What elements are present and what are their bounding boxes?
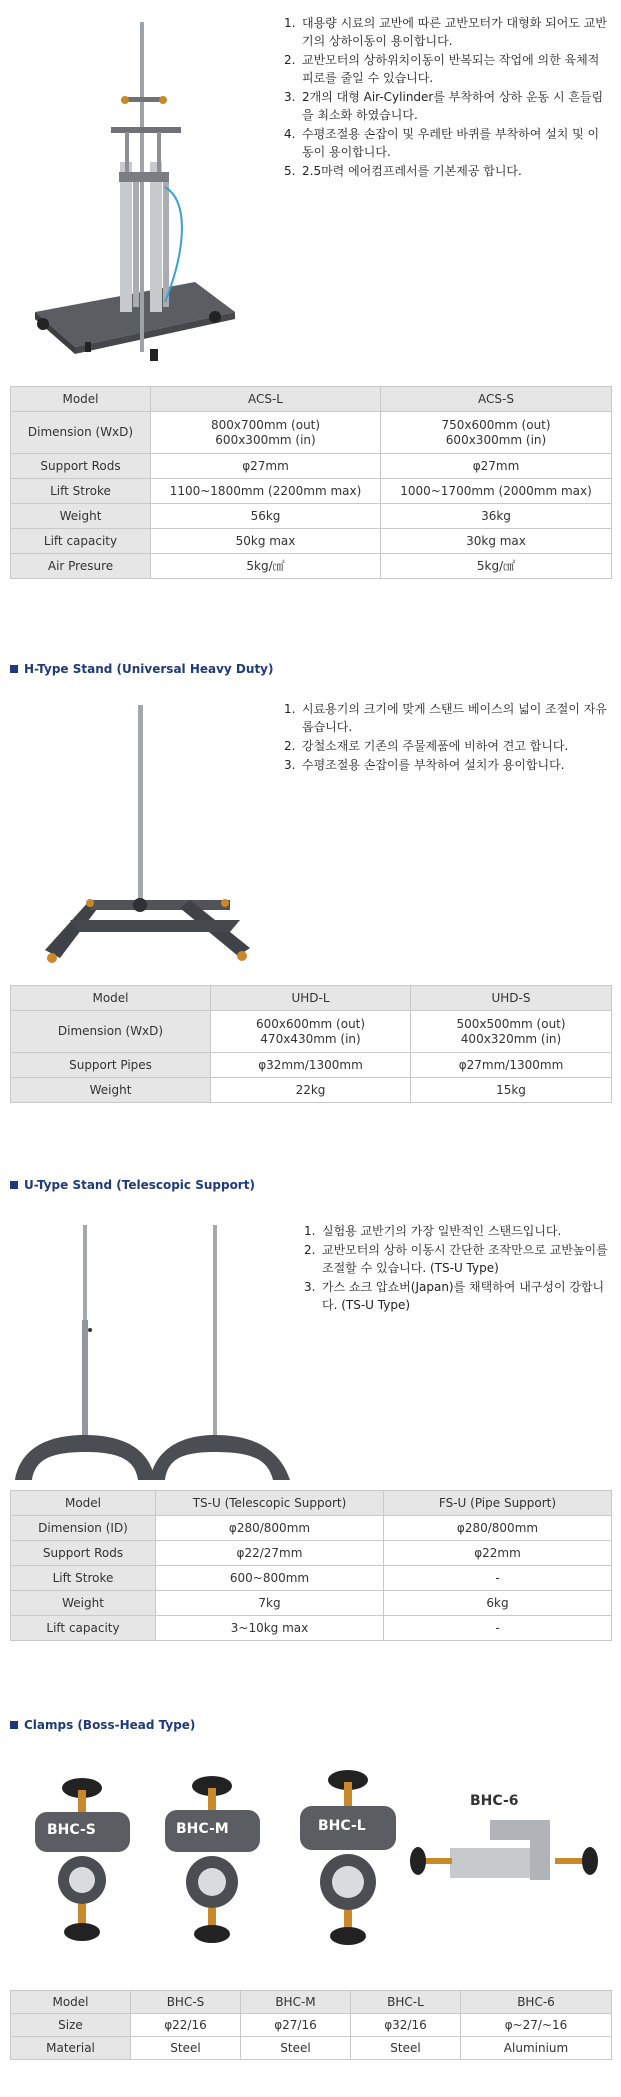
acs-feature-item: 3. 2개의 대형 Air-Cylinder를 부착하여 상하 운동 시 흔들림을 최소화 하였습니다. xyxy=(284,90,604,122)
table-header: ACS-S xyxy=(381,387,612,412)
acs-feature-item: 5. 2.5마력 에어컴프레서를 기본제공 합니다. xyxy=(284,164,522,178)
u-type-feature-item: 3. 가스 쇼크 압쇼버(Japan)를 채택하여 내구성이 강합니다. (TS-U Type) xyxy=(304,1280,605,1312)
u-type-heading: U-Type Stand (Telescopic Support) xyxy=(10,1176,255,1194)
table-header: UHD-L xyxy=(211,986,411,1011)
table-header: ACS-L xyxy=(151,387,381,412)
clamps-spec-table xyxy=(10,1990,612,2060)
acs-feature-item: 4. 수평조절용 손잡이 및 우레탄 바퀴를 부착하여 설치 및 이동이 용이합니다. xyxy=(284,127,600,159)
table-header: Model xyxy=(11,1991,131,2014)
acs-spec-table xyxy=(10,386,612,579)
table-row: Support Rods φ27mm φ27mm xyxy=(11,454,612,479)
clamp-label-bhc-m: BHC-M xyxy=(176,1821,229,1837)
h-type-stand-image xyxy=(30,700,260,970)
table-header: BHC-M xyxy=(241,1991,351,2014)
table-row: Air Presure 5kg/㎠ 5kg/㎠ xyxy=(11,554,612,579)
clamps-image xyxy=(10,1760,611,1960)
h-type-feature-item: 1. 시료용기의 크기에 맞게 스탠드 베이스의 넓이 조절이 자유롭습니다. xyxy=(284,702,607,734)
table-header: BHC-L xyxy=(351,1991,461,2014)
u-type-spec-table xyxy=(10,1490,612,1641)
square-bullet-icon xyxy=(10,1721,18,1729)
acs-feature-item: 1. 대용량 시료의 교반에 따른 교반모터가 대형화 되어도 교반기의 상하이동이 용이합니다. xyxy=(284,16,607,48)
table-header: UHD-S xyxy=(411,986,612,1011)
table-row: Weight 22kg 15kg xyxy=(11,1078,612,1103)
h-type-feature-list xyxy=(280,700,610,775)
table-row: Support Pipes φ32mm/1300mm φ27mm/1300mm xyxy=(11,1053,612,1078)
table-row: Dimension (WxD) 600x600mm (out) 470x430mm (in) 500x500mm (out) 400x320mm (in) xyxy=(11,1011,612,1053)
u-type-feature-item: 1. 실험용 교반기의 가장 일반적인 스탠드입니다. xyxy=(304,1224,562,1238)
table-row: Lift capacity 50kg max 30kg max xyxy=(11,529,612,554)
table-row: Weight 56kg 36kg xyxy=(11,504,612,529)
u-type-stand-image xyxy=(10,1220,300,1485)
acs-feature-list xyxy=(280,14,610,181)
table-header: TS-U (Telescopic Support) xyxy=(156,1491,384,1516)
table-row: Support Rods φ22/27mm φ22mm xyxy=(11,1541,612,1566)
table-header: Model xyxy=(11,986,211,1011)
table-row: Lift Stroke 600~800mm - xyxy=(11,1566,612,1591)
table-header: Model xyxy=(11,387,151,412)
clamp-label-bhc-s: BHC-S xyxy=(47,1822,96,1838)
square-bullet-icon xyxy=(10,665,18,673)
table-header: BHC-S xyxy=(131,1991,241,2014)
acs-stand-image xyxy=(15,12,255,372)
h-type-heading: H-Type Stand (Universal Heavy Duty) xyxy=(10,660,273,678)
table-header: Model xyxy=(11,1491,156,1516)
clamp-label-bhc-l: BHC-L xyxy=(318,1818,366,1834)
h-type-spec-table xyxy=(10,985,612,1103)
u-type-feature-list xyxy=(300,1222,610,1315)
u-type-feature-item: 2. 교반모터의 상하 이동시 간단한 조작만으로 교반높이를 조절할 수 있습니다. (TS-U Type) xyxy=(304,1243,608,1275)
clamp-label-bhc-6: BHC-6 xyxy=(470,1793,519,1809)
table-row: Weight 7kg 6kg xyxy=(11,1591,612,1616)
h-type-feature-item: 3. 수평조절용 손잡이를 부착하여 설치가 용이합니다. xyxy=(284,758,565,772)
h-type-feature-item: 2. 강철소재로 기존의 주물제품에 비하여 견고 합니다. xyxy=(284,739,569,753)
table-row: Dimension (ID) φ280/800mm φ280/800mm xyxy=(11,1516,612,1541)
table-row: Size φ22/16 φ27/16 φ32/16 φ~27/~16 xyxy=(11,2014,612,2037)
table-row: Lift capacity 3~10kg max - xyxy=(11,1616,612,1641)
table-row: Material Steel Steel Steel Aluminium xyxy=(11,2037,612,2060)
clamps-heading: Clamps (Boss-Head Type) xyxy=(10,1716,195,1734)
table-row: Dimension (WxD) 800x700mm (out) 600x300mm (in) 750x600mm (out) 600x300mm (in) xyxy=(11,412,612,454)
table-row: Lift Stroke 1100~1800mm (2200mm max) 1000~1700mm (2000mm max) xyxy=(11,479,612,504)
table-header: FS-U (Pipe Support) xyxy=(384,1491,612,1516)
acs-feature-item: 2. 교반모터의 상하위치이동이 반복되는 작업에 의한 육체적 피로를 줄일 수 있습니다. xyxy=(284,53,600,85)
table-header: BHC-6 xyxy=(461,1991,612,2014)
square-bullet-icon xyxy=(10,1181,18,1189)
